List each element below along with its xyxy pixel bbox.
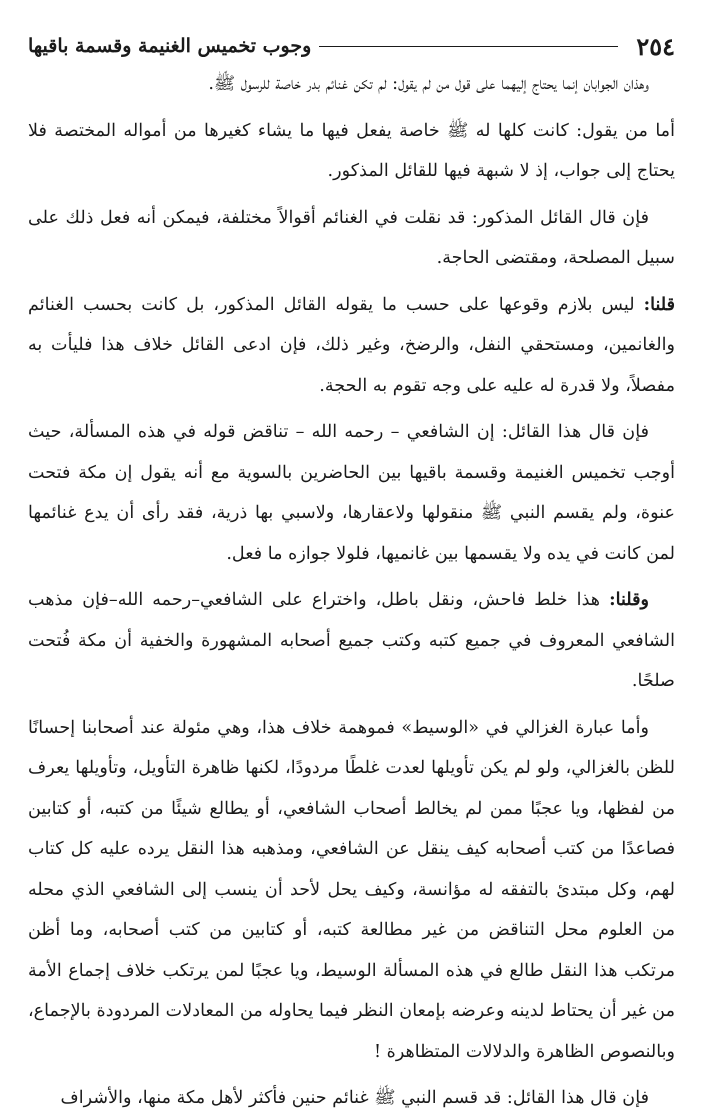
paragraph (28, 1078, 675, 1119)
paragraph-text: هذا خلط فاحش، ونقل باطل، واختراع على الشافعي–رحمه الله–فإن مذهب الشافعي المعروف في جميع كتبه وكتب جميع أصحابه المشهورة والخفية أن مكة فُتحت صلحًا. (28, 590, 675, 691)
page-number: ٢٥٤ (636, 31, 675, 61)
header-divider (319, 46, 618, 47)
paragraph-text: أما من يقول: كانت كلها له ﷺ خاصة يفعل فيها ما يشاء كغيرها من أمواله المختصة فلا يحتاج إلى جواب، إذ لا شبهة فيها للقائل المذكور. (28, 120, 675, 181)
paragraph-text: وأما عبارة الغزالي في «الوسيط» فموهمة خلاف هذا، وهي مئولة عند أصحابنا إحسانًا للظن بالغزالي، ولو لم يكن تأويلها لعدت غلطًا مردودًا، لكنها ظاهرة التأويل، وتأويلها يعرف من لفظها، ويا عجبًا ممن لم يخالط أصحاب الشافعي، أو يطالع شيئًا من كتبه، أو كتابين فصاعدًا من كتب أصحابه كيف ينقل عن الشافعي، ومذهبه هذا النقل يرده عليه كل كتاب لهم، وكل مبتدئ بالتفقه له مؤانسة، وكيف يحل لأحد أن ينسب إلى الشافعي الذي محله من العلوم محل التناقض من غير مطالعة كتبه، أو كتابين من كتب أصحابه، وما أظن مرتكب هذا النقل طالع في هذه المسألة الوسيط، ويا عجبًا لمن يرتكب خلاف إجماع الأمة من غير أن يحتاط لدينه وعرضه بإمعان النظر فيما يحاوله من المعادلات المردودة بالإجماع، وبالنصوص الظاهرة والدلالات المتظاهرة ! (28, 717, 675, 1062)
paragraph-text: فإن قال هذا القائل: قد قسم النبي ﷺ غنائم حنين فأكثر لأهل مكة منها، والأشراف (60, 1088, 649, 1108)
paragraph (28, 111, 675, 192)
body-text (28, 64, 675, 1119)
paragraph-lead: وقلنا: (609, 589, 649, 610)
paragraph (28, 64, 675, 105)
document-page (28, 28, 675, 1108)
paragraph (28, 708, 675, 1073)
paragraph (28, 412, 675, 574)
paragraph-text: فإن قال القائل المذكور: قد نقلت في الغنائم أقوالاً مختلفة، فيمكن أنه فعل ذلك على سبيل المصلحة، ومقتضى الحاجة. (28, 207, 675, 268)
paragraph-lead: قلنا: (643, 293, 675, 315)
paragraph (28, 285, 675, 407)
paragraph (28, 580, 675, 702)
paragraph-text: ليس بلازم وقوعها على حسب ما يقوله القائل المذكور، بل كانت بحسب الغنائم والغانمين، ومستحقي النفل، والرضخ، وغير ذلك، فإن ادعى القائل خلاف هذا فليأت به مفصلاً، ولا قدرة له عليه على وجه تقوم به الحجة. (28, 294, 675, 396)
running-title: وجوب تخميس الغنيمة وقسمة باقيها (28, 35, 312, 57)
paragraph-text: وهذان الجوابان إنما يحتاج إليهما على قول من لم يقول: لم تكن غنائم بدر خاصة للرسول ﷺ. (208, 74, 649, 94)
paragraph-text: فإن قال هذا القائل: إن الشافعي – رحمه الله – تناقض قوله في هذه المسألة، حيث أوجب تخميس الغنيمة وقسمة باقيها بين الحاضرين بالسوية مع أنه يقول إن مكة فتحت عنوة، ولم يقسم النبي ﷺ منقولها ولاعقارها، ولاسبي بها ذرية، فقد رأى أن يدع غنائمها لمن كانت في يده ولا يقسمها بين غانميها، فلولا جوازه ما فعل. (28, 422, 675, 564)
page-header (28, 28, 675, 64)
paragraph (28, 198, 675, 279)
